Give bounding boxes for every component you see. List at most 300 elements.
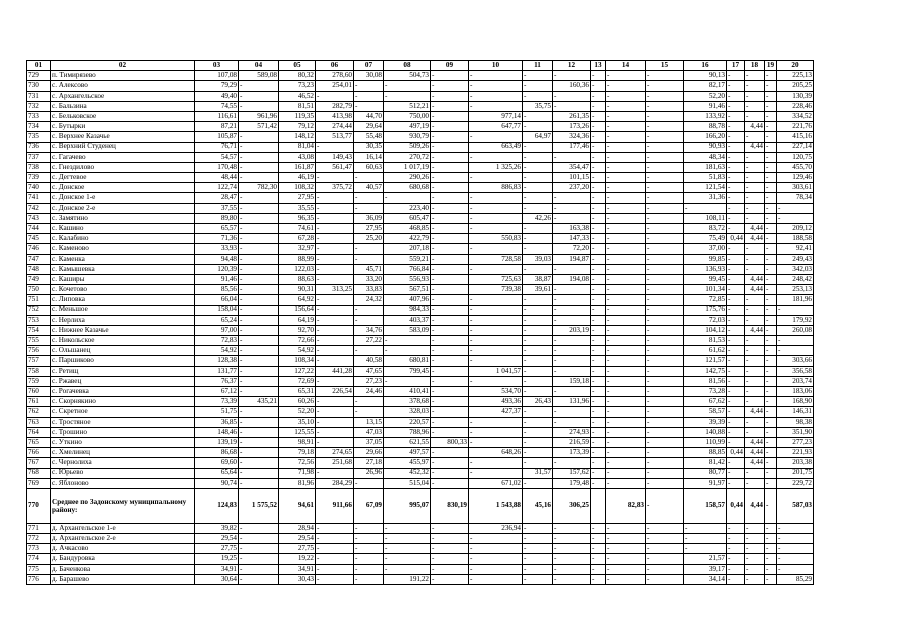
value-cell: - — [727, 458, 745, 468]
column-header-17: 17 — [727, 61, 745, 71]
value-cell: 21,57 — [684, 554, 727, 564]
value-cell: - — [431, 224, 469, 234]
value-cell: - — [591, 458, 606, 468]
value-cell: 166,20 — [684, 132, 727, 142]
value-cell: - — [646, 534, 684, 544]
value-cell: 29,66 — [354, 448, 384, 458]
value-cell: 91,46 — [195, 274, 239, 284]
value-cell: 127,22 — [279, 366, 316, 376]
value-cell: - — [239, 264, 279, 274]
row-number-cell: 730 — [27, 81, 51, 91]
value-cell: 205,25 — [777, 81, 814, 91]
value-cell: - — [606, 427, 646, 437]
value-cell: 72,66 — [279, 336, 316, 346]
table-row — [27, 336, 814, 346]
value-cell: 60,63 — [354, 162, 384, 172]
value-cell: - — [469, 101, 523, 111]
column-header-03: 03 — [195, 61, 239, 71]
value-cell: - — [591, 305, 606, 315]
value-cell: 34,14 — [684, 574, 727, 584]
value-cell: 44,70 — [354, 111, 384, 121]
column-header-20: 20 — [777, 61, 814, 71]
value-cell: - — [354, 315, 384, 325]
row-number-cell: 754 — [27, 325, 51, 335]
value-cell: - — [523, 264, 553, 274]
value-cell: 74,55 — [195, 101, 239, 111]
value-cell: - — [384, 534, 431, 544]
value-cell: - — [606, 437, 646, 447]
value-cell: - — [745, 193, 765, 203]
value-cell: - — [354, 346, 384, 356]
value-cell: - — [523, 534, 553, 544]
value-cell: 130,39 — [777, 91, 814, 101]
table-row — [27, 295, 814, 305]
row-number-cell: 729 — [27, 71, 51, 81]
value-cell: 96,35 — [279, 213, 316, 223]
value-cell: - — [431, 366, 469, 376]
value-cell: 35,10 — [279, 417, 316, 427]
table-row — [27, 224, 814, 234]
row-number-cell: 756 — [27, 346, 51, 356]
value-cell: - — [591, 132, 606, 142]
value-cell: - — [591, 234, 606, 244]
value-cell: 98,38 — [777, 417, 814, 427]
value-cell: - — [745, 366, 765, 376]
value-cell: - — [469, 534, 523, 544]
value-cell: 497,57 — [384, 448, 431, 458]
value-cell: 28,94 — [279, 523, 316, 533]
row-number-cell: 761 — [27, 397, 51, 407]
value-cell: 0,44 — [727, 234, 745, 244]
value-cell: 90,31 — [279, 285, 316, 295]
value-cell: - — [591, 81, 606, 91]
value-cell: - — [606, 81, 646, 91]
value-cell: 131,77 — [195, 366, 239, 376]
value-cell: 27,75 — [195, 544, 239, 554]
value-cell: 236,94 — [469, 523, 523, 533]
value-cell: - — [765, 458, 777, 468]
value-cell: - — [777, 554, 814, 564]
value-cell: 19,25 — [195, 554, 239, 564]
value-cell: - — [431, 397, 469, 407]
value-cell: 183,06 — [777, 387, 814, 397]
table-row — [27, 448, 814, 458]
value-cell: 146,31 — [777, 407, 814, 417]
value-cell: 4,44 — [745, 122, 765, 132]
value-cell: - — [727, 91, 745, 101]
value-cell: - — [591, 523, 606, 533]
value-cell: - — [384, 554, 431, 564]
value-cell: 24,46 — [354, 387, 384, 397]
value-cell: 30,64 — [195, 574, 239, 584]
value-cell: 27,22 — [354, 336, 384, 346]
value-cell: - — [523, 142, 553, 152]
value-cell: 161,87 — [279, 162, 316, 172]
value-cell: - — [727, 122, 745, 132]
value-cell: - — [469, 325, 523, 335]
value-cell: - — [239, 468, 279, 478]
value-cell: - — [591, 468, 606, 478]
table-row — [27, 407, 814, 417]
value-cell: - — [777, 523, 814, 533]
row-number-cell: 766 — [27, 448, 51, 458]
value-cell: - — [239, 224, 279, 234]
value-cell: - — [239, 203, 279, 213]
value-cell: 159,18 — [553, 376, 591, 386]
value-cell: 175,76 — [684, 305, 727, 315]
value-cell: - — [727, 478, 745, 488]
value-cell: - — [777, 305, 814, 315]
value-cell: - — [765, 183, 777, 193]
value-cell: - — [591, 183, 606, 193]
value-cell: 306,25 — [553, 488, 591, 523]
value-cell: - — [239, 234, 279, 244]
value-cell: - — [765, 437, 777, 447]
value-cell: - — [646, 111, 684, 121]
value-cell: - — [606, 264, 646, 274]
value-cell: 253,13 — [777, 285, 814, 295]
value-cell: - — [469, 437, 523, 447]
value-cell: 101,34 — [684, 285, 727, 295]
value-cell: - — [354, 534, 384, 544]
settlement-name-cell: с. Трошино — [51, 427, 195, 437]
value-cell: 181,63 — [684, 162, 727, 172]
value-cell: 177,46 — [553, 142, 591, 152]
value-cell: - — [745, 244, 765, 254]
value-cell: - — [745, 478, 765, 488]
value-cell: 0,44 — [727, 448, 745, 458]
value-cell: - — [431, 274, 469, 284]
value-cell: - — [523, 564, 553, 574]
column-header-09: 09 — [431, 61, 469, 71]
value-cell: 121,57 — [684, 356, 727, 366]
value-cell: 173,26 — [553, 122, 591, 132]
value-cell: 29,64 — [354, 122, 384, 132]
table-row — [27, 458, 814, 468]
value-cell: 407,96 — [384, 295, 431, 305]
settlement-name-cell: с. Кочетово — [51, 285, 195, 295]
value-cell: 64,97 — [523, 132, 553, 142]
value-cell: - — [606, 254, 646, 264]
value-cell: - — [606, 213, 646, 223]
value-cell: - — [765, 162, 777, 172]
value-cell: - — [745, 397, 765, 407]
value-cell: - — [591, 203, 606, 213]
value-cell: - — [431, 427, 469, 437]
row-number-cell: 742 — [27, 203, 51, 213]
value-cell: - — [316, 427, 354, 437]
table-row — [27, 376, 814, 386]
value-cell: - — [469, 173, 523, 183]
value-cell: 886,83 — [469, 183, 523, 193]
value-cell: 274,93 — [553, 427, 591, 437]
value-cell: - — [646, 478, 684, 488]
value-cell: - — [727, 173, 745, 183]
value-cell: - — [606, 325, 646, 335]
value-cell: 356,58 — [777, 366, 814, 376]
value-cell: - — [606, 468, 646, 478]
value-cell: - — [523, 193, 553, 203]
value-cell: 87,21 — [195, 122, 239, 132]
table-row — [27, 81, 814, 91]
value-cell: - — [431, 376, 469, 386]
settlement-name-cell: Среднее по Задонскому муниципальному району: — [51, 488, 195, 523]
value-cell: - — [591, 564, 606, 574]
settlement-name-cell: д. Архангельское 1-е — [51, 523, 195, 533]
value-cell: 188,58 — [777, 234, 814, 244]
value-cell: - — [765, 81, 777, 91]
value-cell: - — [591, 142, 606, 152]
table-row — [27, 315, 814, 325]
value-cell: 378,68 — [384, 397, 431, 407]
value-cell: - — [646, 346, 684, 356]
row-number-cell: 732 — [27, 101, 51, 111]
column-header-14: 14 — [606, 61, 646, 71]
value-cell: 38,87 — [523, 274, 553, 284]
value-cell: - — [727, 574, 745, 584]
value-cell: - — [765, 111, 777, 121]
value-cell: - — [745, 101, 765, 111]
value-cell: 4,44 — [745, 224, 765, 234]
value-cell: - — [646, 336, 684, 346]
value-cell: 680,68 — [384, 183, 431, 193]
value-cell: - — [316, 574, 354, 584]
value-cell: - — [606, 224, 646, 234]
settlement-name-cell: д. Барашево — [51, 574, 195, 584]
value-cell: - — [316, 336, 354, 346]
value-cell: 728,58 — [469, 254, 523, 264]
value-cell: 67,09 — [354, 488, 384, 523]
settlement-name-cell: с. Рогачевка — [51, 387, 195, 397]
value-cell: 85,29 — [777, 574, 814, 584]
value-cell: 621,55 — [384, 437, 431, 447]
value-cell: 52,20 — [684, 91, 727, 101]
value-cell: - — [765, 336, 777, 346]
value-cell: 110,99 — [684, 437, 727, 447]
value-cell: - — [553, 91, 591, 101]
value-cell: 4,44 — [745, 448, 765, 458]
value-cell: - — [591, 427, 606, 437]
value-cell: - — [606, 564, 646, 574]
column-header-19: 19 — [765, 61, 777, 71]
value-cell: 830,19 — [431, 488, 469, 523]
value-cell: - — [316, 295, 354, 305]
value-cell: 88,85 — [684, 448, 727, 458]
value-cell: - — [553, 523, 591, 533]
value-cell: 131,96 — [553, 397, 591, 407]
value-cell: 69,60 — [195, 458, 239, 468]
column-header-01: 01 — [27, 61, 51, 71]
value-cell: 4,44 — [745, 407, 765, 417]
value-cell: 583,09 — [384, 325, 431, 335]
value-cell: - — [765, 213, 777, 223]
value-cell: - — [606, 173, 646, 183]
value-cell: 191,22 — [384, 574, 431, 584]
column-header-13: 13 — [591, 61, 606, 71]
value-cell: 40,57 — [354, 183, 384, 193]
value-cell: 587,03 — [777, 488, 814, 523]
value-cell: - — [239, 244, 279, 254]
value-cell: - — [765, 468, 777, 478]
value-cell: - — [523, 173, 553, 183]
row-number-cell: 749 — [27, 274, 51, 284]
value-cell: - — [727, 336, 745, 346]
value-cell: - — [469, 213, 523, 223]
value-cell: - — [469, 203, 523, 213]
value-cell: 101,15 — [553, 173, 591, 183]
value-cell: - — [316, 417, 354, 427]
value-cell: 119,35 — [279, 111, 316, 121]
value-cell: - — [523, 376, 553, 386]
value-cell: 120,39 — [195, 264, 239, 274]
value-cell: 410,41 — [384, 387, 431, 397]
value-cell: 65,31 — [279, 387, 316, 397]
value-cell: 49,40 — [195, 91, 239, 101]
value-cell: 278,60 — [316, 71, 354, 81]
row-number-cell: 770 — [27, 488, 51, 523]
value-cell: 168,90 — [777, 397, 814, 407]
value-cell: 441,28 — [316, 366, 354, 376]
value-cell: 75,49 — [684, 234, 727, 244]
value-cell: - — [239, 336, 279, 346]
value-cell: - — [591, 376, 606, 386]
value-cell: - — [431, 264, 469, 274]
value-cell: - — [239, 458, 279, 468]
value-cell: - — [646, 417, 684, 427]
value-cell: 226,54 — [316, 387, 354, 397]
value-cell: 413,98 — [316, 111, 354, 121]
value-cell: 66,04 — [195, 295, 239, 305]
value-cell: - — [765, 523, 777, 533]
value-cell: 94,61 — [279, 488, 316, 523]
value-cell: - — [523, 336, 553, 346]
value-cell: 80,77 — [684, 468, 727, 478]
settlement-name-cell: с. Гнездилово — [51, 162, 195, 172]
value-cell: - — [316, 224, 354, 234]
table-row — [27, 132, 814, 142]
value-cell: - — [727, 203, 745, 213]
value-cell: 228,46 — [777, 101, 814, 111]
value-cell: - — [646, 142, 684, 152]
value-cell: - — [316, 274, 354, 284]
value-cell: - — [745, 111, 765, 121]
value-cell: - — [431, 122, 469, 132]
settlement-name-cell: с. Кашино — [51, 224, 195, 234]
value-cell: - — [765, 71, 777, 81]
value-cell: - — [354, 574, 384, 584]
value-cell: 493,36 — [469, 397, 523, 407]
value-cell: 107,08 — [195, 71, 239, 81]
value-cell: - — [727, 193, 745, 203]
value-cell: 561,47 — [316, 162, 354, 172]
value-cell: 799,45 — [384, 366, 431, 376]
value-cell: - — [765, 132, 777, 142]
value-cell: - — [646, 295, 684, 305]
value-cell: 149,43 — [316, 152, 354, 162]
value-cell: 83,72 — [684, 224, 727, 234]
value-cell: 504,73 — [384, 71, 431, 81]
value-cell: 97,00 — [195, 325, 239, 335]
value-cell: - — [591, 224, 606, 234]
value-cell: - — [646, 554, 684, 564]
value-cell: - — [523, 544, 553, 554]
value-cell: - — [606, 274, 646, 284]
row-number-cell: 775 — [27, 564, 51, 574]
value-cell: - — [384, 564, 431, 574]
value-cell: - — [646, 254, 684, 264]
value-cell: 328,03 — [384, 407, 431, 417]
value-cell: 92,41 — [777, 244, 814, 254]
value-cell: 589,08 — [239, 71, 279, 81]
table-header — [27, 61, 814, 71]
value-cell: 671,02 — [469, 478, 523, 488]
value-cell: - — [523, 523, 553, 533]
value-cell: 550,83 — [469, 234, 523, 244]
value-cell: - — [591, 71, 606, 81]
value-cell: 515,04 — [384, 478, 431, 488]
value-cell: - — [431, 478, 469, 488]
value-cell: 270,72 — [384, 152, 431, 162]
value-cell: 227,14 — [777, 142, 814, 152]
value-cell: - — [316, 142, 354, 152]
value-cell: 27,95 — [354, 224, 384, 234]
row-number-cell: 733 — [27, 111, 51, 121]
value-cell: 116,61 — [195, 111, 239, 121]
settlement-name-cell: с. Верхний Студенец — [51, 142, 195, 152]
value-cell: 120,75 — [777, 152, 814, 162]
value-cell: - — [239, 91, 279, 101]
table-body — [27, 71, 814, 585]
value-cell: 79,18 — [279, 448, 316, 458]
value-cell: - — [239, 523, 279, 533]
value-cell: - — [239, 574, 279, 584]
value-cell: - — [765, 534, 777, 544]
value-cell: - — [765, 193, 777, 203]
table-row — [27, 254, 814, 264]
value-cell: - — [469, 81, 523, 91]
value-cell: - — [354, 478, 384, 488]
value-cell: 750,00 — [384, 111, 431, 121]
value-cell: - — [765, 407, 777, 417]
column-header-15: 15 — [646, 61, 684, 71]
settlement-name-cell: с. Яблоново — [51, 478, 195, 488]
row-number-cell: 734 — [27, 122, 51, 132]
value-cell: 605,47 — [384, 213, 431, 223]
value-cell: - — [606, 244, 646, 254]
value-cell: - — [591, 478, 606, 488]
value-cell: - — [553, 213, 591, 223]
value-cell: - — [646, 523, 684, 533]
value-cell: 290,26 — [384, 173, 431, 183]
value-cell: - — [765, 397, 777, 407]
value-cell: 24,32 — [354, 295, 384, 305]
value-cell: - — [606, 336, 646, 346]
table-row — [27, 427, 814, 437]
value-cell: 46,52 — [279, 91, 316, 101]
value-cell: - — [745, 91, 765, 101]
value-cell: - — [591, 295, 606, 305]
value-cell: - — [239, 315, 279, 325]
value-cell: - — [316, 407, 354, 417]
column-header-16: 16 — [684, 61, 727, 71]
value-cell: - — [431, 417, 469, 427]
value-cell: - — [765, 554, 777, 564]
value-cell: 39,61 — [523, 285, 553, 295]
value-cell: - — [523, 244, 553, 254]
value-cell: 725,63 — [469, 274, 523, 284]
table-row — [27, 468, 814, 478]
value-cell: - — [745, 295, 765, 305]
